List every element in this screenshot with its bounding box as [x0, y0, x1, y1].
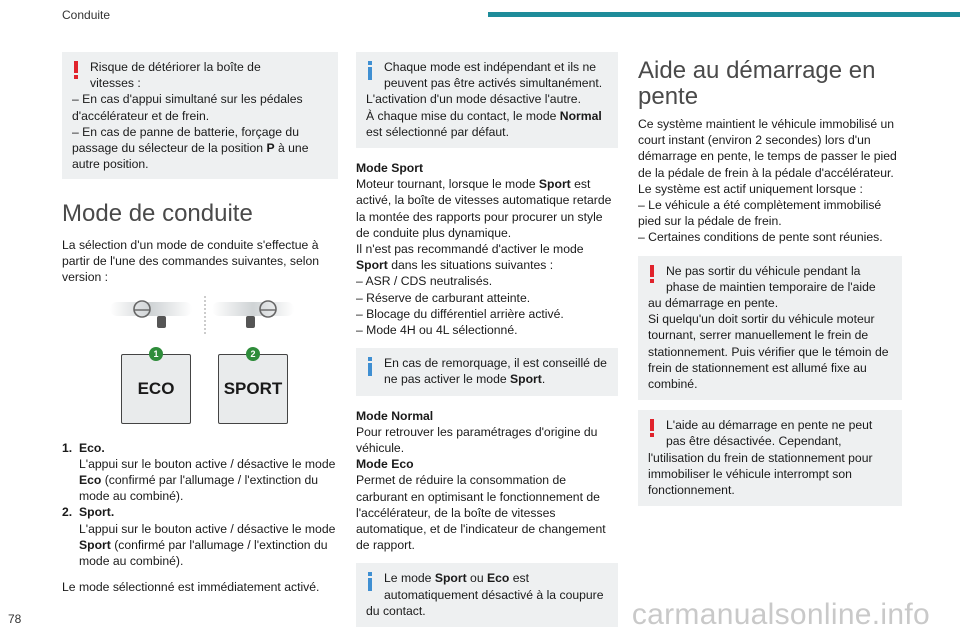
column-3 — [638, 58, 902, 506]
conditions-intro: Le système est actif uniquement lorsque : — [638, 181, 863, 196]
list-item: – Blocage du différentiel arrière activé. — [356, 306, 564, 321]
list-item: – ASR / CDS neutralisés. — [356, 274, 493, 289]
sport-warning: Il n'est pas recommandé d'activer le mode Sport dans les situations suivantes : — [356, 242, 584, 273]
info-line1: Chaque mode est indépendant et ils ne — [384, 60, 597, 74]
warning-icon — [650, 265, 654, 280]
warning-box-gearbox — [62, 52, 338, 179]
mode-figure — [62, 292, 338, 430]
subheading-eco: Mode Eco — [356, 457, 414, 472]
warning-item: – En cas d'appui simultané sur les pédales d'accélérateur et de frein. — [72, 92, 303, 123]
badge-2: 2 — [246, 347, 260, 361]
column-1 — [62, 52, 338, 595]
warning-item: – En cas de panne de batterie, forçage du passage du sélecteur de la position P à une autre position. — [72, 124, 309, 172]
subheading-normal: Mode Normal — [356, 408, 434, 423]
warning-line1: L'aide au démarrage en pente ne peut — [666, 418, 873, 433]
info-line2: ne pas activer le mode Sport. — [384, 372, 546, 387]
eco-description: Permet de réduire la consommation de carburant en optimisant le fonctionnement de l'accélérateur, de la boîte de vitesses automatique, et de l'indicateur de changement de rapport. — [356, 473, 606, 553]
list-title: Sport. — [79, 505, 115, 520]
warning-text: au démarrage en pente. — [648, 296, 779, 311]
list-text: L'appui sur le bouton active / désactive le mode Eco (confirmé par l'allumage / l'extinction du mode au combiné). — [79, 456, 336, 504]
steering-wheel-illustration — [62, 292, 338, 342]
hill-assist-description: Ce système maintient le véhicule immobilisé un court instant (environ 2 secondes) lors d'un démarrage en pente, le temps de passer le pied de la pédale de frein à la pédale d'accélérateur. — [638, 117, 897, 180]
warning-box-no-disable — [638, 410, 902, 506]
page-number: 78 — [8, 612, 22, 626]
list-text: L'appui sur le bouton active / désactive le mode Sport (confirmé par l'allumage / l'extinction du mode au combiné). — [79, 521, 336, 569]
watermark: carmanualsonline.info — [631, 598, 930, 631]
info-text: L'activation d'un mode désactive l'autre. — [366, 92, 581, 107]
warning-icon — [650, 419, 654, 434]
sport-description: Moteur tournant, lorsque le mode Sport est activé, la boîte de vitesses automatique retarde la montée des rapports pour procurer un style de conduite plus dynamique. — [356, 177, 612, 240]
info-line2: peuvent pas être activés simultanément. — [384, 76, 603, 91]
info-box-towing — [356, 348, 618, 395]
subheading-sport: Mode Sport — [356, 161, 424, 176]
info-text: À chaque mise du contact, le mode Normal est sélectionné par défaut. — [366, 108, 602, 139]
warning-box-exit — [638, 256, 902, 401]
info-text: du contact. — [366, 603, 426, 618]
warning-text: l'utilisation du frein de stationnement pour immobiliser le véhicule interrompt son fonctionnement. — [648, 450, 873, 498]
list-item — [62, 440, 338, 505]
warning-line1: Risque de détériorer la boîte de — [90, 60, 261, 74]
info-icon — [368, 357, 372, 375]
list-item: – Certaines conditions de pente sont réunies. — [638, 230, 883, 245]
info-icon — [368, 61, 372, 79]
list-item: – Mode 4H ou 4L sélectionné. — [356, 323, 518, 338]
hand-icon — [246, 316, 255, 328]
heading-mode-de-conduite: Mode de conduite — [62, 200, 253, 227]
list-item: – Le véhicule a été complètement immobilisé pied sur la pédale de frein. — [638, 198, 882, 229]
sport-button-illustration — [218, 354, 288, 424]
info-line1: Le mode Sport ou Eco est — [384, 571, 530, 586]
list-item — [62, 504, 338, 569]
heading-aide-demarrage: Aide au démarrage en pente — [638, 57, 876, 110]
intro-text: La sélection d'un mode de conduite s'effectue à partir de l'une des commandes suivantes, selon version : — [62, 238, 320, 285]
list-item: – Réserve de carburant atteinte. — [356, 290, 531, 305]
info-line2: automatiquement désactivé à la coupure — [384, 587, 604, 602]
warning-line2: pas être désactivée. Cependant, — [666, 434, 842, 449]
normal-description: Pour retrouver les paramétrages d'origine du véhicule. — [356, 424, 598, 456]
warning-icon — [74, 61, 78, 76]
list-title: Eco. — [79, 440, 105, 455]
footer-text: Le mode sélectionné est immédiatement activé. — [62, 580, 320, 595]
warning-text: Si quelqu'un doit sortir du véhicule moteur tournant, serrer manuellement le frein de stationnement. Puis vérifier que le témoin de frein de stationnement est allumé fixe au combiné. — [648, 312, 889, 392]
eco-button-illustration — [121, 354, 191, 424]
warning-line2: phase de maintien temporaire de l'aide — [666, 279, 876, 294]
eco-label: ECO — [137, 378, 175, 398]
header-accent-bar — [488, 12, 960, 17]
info-icon — [368, 572, 372, 590]
column-2 — [356, 52, 618, 627]
sport-label: SPORT — [223, 378, 283, 398]
section-title: Conduite — [62, 8, 111, 22]
info-line1: En cas de remorquage, il est conseillé de — [384, 356, 607, 371]
list-number: 2. — [62, 505, 73, 520]
list-number: 1. — [62, 440, 73, 455]
badge-1: 1 — [149, 347, 163, 361]
warning-line1: Ne pas sortir du véhicule pendant la — [666, 263, 861, 278]
hand-icon — [157, 316, 166, 328]
info-box-auto-off — [356, 563, 618, 627]
info-box-modes — [356, 52, 618, 148]
warning-line2: vitesses : — [90, 76, 141, 91]
